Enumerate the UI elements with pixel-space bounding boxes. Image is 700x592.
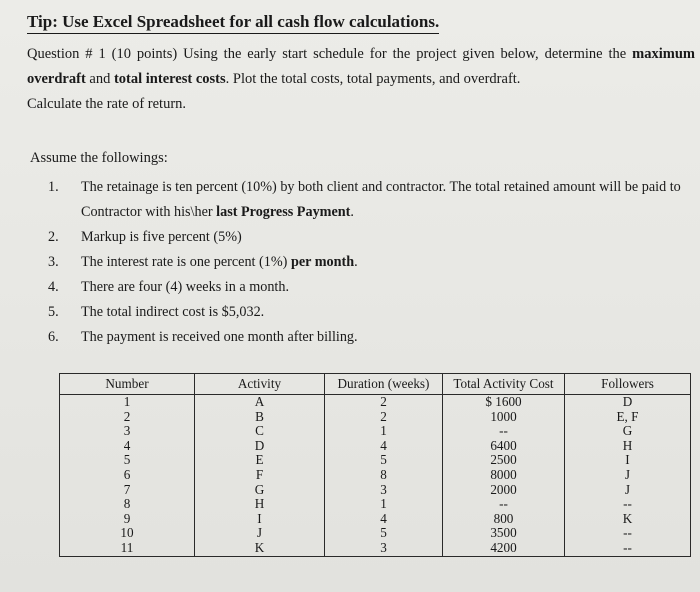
cell-followers: I (565, 453, 691, 468)
assumption-item (48, 300, 688, 325)
cell-activity: F (195, 468, 325, 483)
cell-number: 1 (60, 395, 195, 410)
cell-cost: 2000 (443, 483, 565, 498)
cell-activity: D (195, 439, 325, 454)
question-rate-of-return: Calculate the rate of return. (27, 96, 187, 112)
cell-number: 5 (60, 453, 195, 468)
cell-cost: $ 1600 (443, 395, 565, 410)
assumption-item (48, 250, 688, 275)
assumption-list (48, 175, 688, 350)
question-text: Question # 1 (10 points) Using the early start schedule for the project given below, determine the (27, 46, 627, 62)
cell-duration: 2 (325, 395, 443, 410)
header-duration: Duration (weeks) (325, 374, 443, 395)
cell-number: 10 (60, 526, 195, 541)
cell-duration: 5 (325, 453, 443, 468)
cell-followers: -- (565, 526, 691, 541)
assumption-number: 1. (48, 179, 59, 195)
table-row (60, 453, 691, 468)
cell-followers: K (565, 512, 691, 527)
cell-followers: D (565, 395, 691, 410)
cell-cost: 8000 (443, 468, 565, 483)
table-row (60, 497, 691, 512)
assumption-item (48, 225, 688, 250)
assumption-tail: . (350, 204, 354, 220)
table-header-row (60, 374, 691, 395)
assume-heading: Assume the followings: (30, 150, 168, 166)
question-paragraph (27, 42, 695, 117)
assumption-text: The retainage is ten percent (10%) by both client and contractor. The total retained amount will be paid to Contractor with his\her (81, 179, 681, 220)
assumption-number: 4. (48, 279, 59, 295)
assumption-item (48, 175, 688, 225)
cell-duration: 3 (325, 541, 443, 556)
cell-duration: 5 (325, 526, 443, 541)
assumption-text: The payment is received one month after billing. (81, 329, 358, 345)
assumption-text: The total indirect cost is $5,032. (81, 304, 265, 320)
table-row (60, 512, 691, 527)
cell-activity: C (195, 424, 325, 439)
activity-table (59, 373, 691, 557)
cell-cost: -- (443, 424, 565, 439)
cell-cost: 800 (443, 512, 565, 527)
cell-number: 2 (60, 410, 195, 425)
cell-cost: 1000 (443, 410, 565, 425)
assumption-bold: last Progress Payment (216, 204, 351, 220)
assumption-bold: per month (290, 254, 355, 270)
cell-number: 6 (60, 468, 195, 483)
cell-followers: H (565, 439, 691, 454)
table-row (60, 526, 691, 541)
cell-activity: B (195, 410, 325, 425)
cell-activity: K (195, 541, 325, 556)
assumption-number: 5. (48, 304, 59, 320)
table-row (60, 541, 691, 556)
cell-number: 3 (60, 424, 195, 439)
cell-activity: I (195, 512, 325, 527)
header-activity: Activity (195, 374, 325, 395)
tip-heading: Tip: Use Excel Spreadsheet for all cash flow calculations. (27, 12, 439, 34)
question-bold-interest: total interest costs (113, 71, 226, 87)
cell-duration: 1 (325, 424, 443, 439)
cell-duration: 1 (325, 497, 443, 512)
cell-cost: 2500 (443, 453, 565, 468)
assumption-item (48, 275, 688, 300)
header-cost: Total Activity Cost (443, 374, 565, 395)
cell-number: 7 (60, 483, 195, 498)
assumption-text: There are four (4) weeks in a month. (81, 279, 289, 295)
table-row (60, 468, 691, 483)
cell-activity: A (195, 395, 325, 410)
assumption-number: 6. (48, 329, 59, 345)
cell-followers: J (565, 468, 691, 483)
table-row (60, 439, 691, 454)
cell-number: 4 (60, 439, 195, 454)
header-followers: Followers (565, 374, 691, 395)
table-row (60, 395, 691, 410)
cell-cost: -- (443, 497, 565, 512)
assumption-number: 2. (48, 229, 59, 245)
question-plot-text: . Plot the total costs, total payments, and overdraft. (225, 71, 521, 87)
cell-duration: 2 (325, 410, 443, 425)
assumption-tail: . (354, 254, 358, 270)
cell-activity: E (195, 453, 325, 468)
header-number: Number (60, 374, 195, 395)
cell-duration: 4 (325, 512, 443, 527)
cell-followers: G (565, 424, 691, 439)
cell-number: 11 (60, 541, 195, 556)
cell-activity: J (195, 526, 325, 541)
assumption-item (48, 325, 688, 350)
cell-activity: H (195, 497, 325, 512)
question-bold-overdraft: maximum overdraft (27, 46, 695, 87)
assumption-text: Markup is five percent (5%) (81, 229, 242, 245)
cell-cost: 4200 (443, 541, 565, 556)
assumption-number: 3. (48, 254, 59, 270)
cell-followers: J (565, 483, 691, 498)
question-connector: and (85, 71, 114, 87)
cell-activity: G (195, 483, 325, 498)
cell-followers: -- (565, 497, 691, 512)
assumption-text: The interest rate is one percent (1%) (81, 254, 291, 270)
table-row (60, 483, 691, 498)
cell-number: 8 (60, 497, 195, 512)
table-row (60, 410, 691, 425)
cell-duration: 8 (325, 468, 443, 483)
cell-cost: 6400 (443, 439, 565, 454)
cell-duration: 3 (325, 483, 443, 498)
cell-number: 9 (60, 512, 195, 527)
cell-duration: 4 (325, 439, 443, 454)
cell-followers: -- (565, 541, 691, 556)
cell-followers: E, F (565, 410, 691, 425)
cell-cost: 3500 (443, 526, 565, 541)
table-row (60, 424, 691, 439)
